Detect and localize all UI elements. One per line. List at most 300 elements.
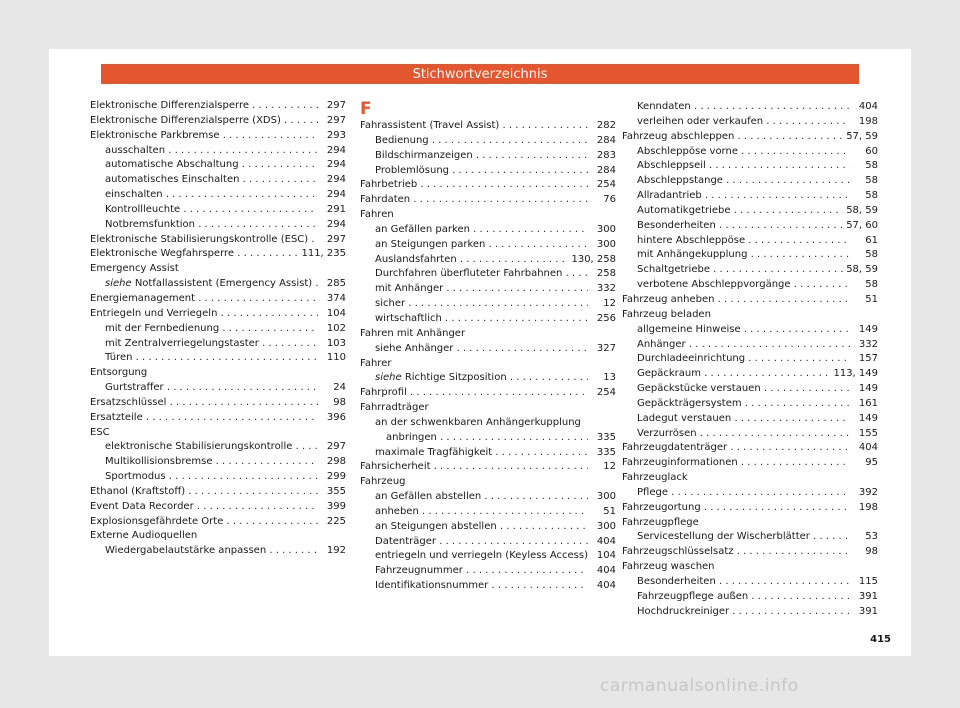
index-entry-label: entriegeln und verriegeln (Keyless Access)	[375, 550, 588, 562]
index-entry	[622, 352, 878, 367]
index-entry-page: 258	[594, 267, 616, 282]
index-entry-text	[637, 382, 850, 397]
index-entry	[622, 145, 878, 160]
index-entry-text	[105, 144, 318, 159]
index-entry-label: Ersatzteile	[90, 411, 143, 423]
index-entry	[360, 238, 616, 253]
page-number: 415	[870, 634, 891, 645]
index-entry-label: automatisches Einschalten	[105, 174, 240, 186]
index-entry	[90, 366, 346, 381]
index-entry	[90, 411, 346, 426]
index-entry-page: 391	[856, 590, 878, 605]
index-entry-page: 335	[594, 446, 616, 461]
index-entry	[622, 545, 878, 560]
index-entry-text	[637, 145, 850, 160]
index-entry-page: 60	[862, 145, 878, 160]
index-entry-label: Fahrradträger	[360, 402, 429, 414]
index-entry-label: Explosionsgefährdete Orte	[90, 515, 224, 527]
index-entry-text	[105, 440, 318, 455]
index-entry-page: 149	[856, 382, 878, 397]
index-entry	[360, 549, 616, 564]
index-entry-page: 285	[324, 277, 346, 292]
index-entry-page: 157	[856, 352, 878, 367]
index-entry-label: Elektronische Parkbremse	[90, 129, 220, 141]
index-entry	[360, 267, 616, 282]
index-entry-page: 155	[856, 427, 878, 442]
index-entry-text	[360, 475, 616, 490]
index-entry	[622, 308, 878, 323]
index-entry	[360, 579, 616, 594]
index-entry-label: mit Anhänger	[375, 283, 444, 295]
index-entry-page: 58	[862, 189, 878, 204]
index-entry-label: Gepäckstücke verstauen	[637, 383, 761, 395]
index-entry-page: 300	[594, 520, 616, 535]
index-entry-page: 113, 149	[830, 367, 878, 382]
index-entry-text	[90, 411, 318, 426]
index-entry	[622, 486, 878, 501]
index-entry-text	[90, 247, 318, 262]
index-entry-text	[622, 545, 850, 560]
index-entry-text	[90, 262, 346, 277]
index-entry-label: Fahrzeugpflege	[622, 516, 699, 528]
index-entry	[90, 158, 346, 173]
index-entry-label: Schaltgetriebe	[637, 264, 710, 276]
index-entry-page: 298	[324, 455, 346, 470]
index-entry-text	[375, 342, 588, 357]
index-entry-label: Externe Audioquellen	[90, 530, 198, 542]
index-entry-label: Türen	[105, 352, 133, 364]
index-entry-page: 291	[324, 203, 346, 218]
index-entry-label: Fahrzeugortung	[622, 501, 701, 513]
index-entry-page: 13	[600, 371, 616, 386]
index-entry	[90, 455, 346, 470]
index-entry-page: 404	[856, 100, 878, 115]
index-entry-text	[90, 515, 318, 530]
index-entry-page: 297	[324, 440, 346, 455]
index-entry-page: 282	[594, 119, 616, 134]
index-entry-page: 254	[594, 386, 616, 401]
index-entry	[90, 233, 346, 248]
index-entry	[622, 456, 878, 471]
index-entry-page: 225	[324, 515, 346, 530]
index-entry-text	[637, 278, 850, 293]
index-entry-page: 297	[324, 233, 346, 248]
index-entry	[360, 119, 616, 134]
index-entry-page: 76	[600, 193, 616, 208]
index-entry-label: Elektronische Wegfahrsperre	[90, 248, 235, 260]
index-entry	[622, 397, 878, 412]
index-entry	[360, 164, 616, 179]
index-entry	[90, 144, 346, 159]
index-entry-page: 149	[856, 323, 878, 338]
index-entry-text	[637, 263, 850, 278]
index-entry-label: Problemlösung	[375, 164, 450, 176]
index-entry	[90, 515, 346, 530]
index-entry-page: 61	[862, 234, 878, 249]
index-entry	[360, 312, 616, 327]
index-entry-text	[105, 277, 318, 292]
index-entry	[622, 338, 878, 353]
index-entry-page: 53	[862, 530, 878, 545]
index-entry	[622, 293, 878, 308]
index-entry-text	[375, 282, 588, 297]
index-entry-label: mit Zentralverriegelungstaster	[105, 337, 259, 349]
index-entry	[360, 297, 616, 312]
index-entry	[90, 544, 346, 559]
index-entry-page: 404	[594, 535, 616, 550]
index-entry-page: 332	[594, 282, 616, 297]
index-entry-label: Fahrzeugnummer	[375, 565, 463, 577]
index-entry-label: Fahrzeugschlüsselsatz	[622, 546, 734, 558]
index-entry	[90, 218, 346, 233]
index-entry	[90, 99, 346, 114]
index-entry-text	[637, 427, 850, 442]
index-entry-label: Automatikgetriebe	[637, 204, 731, 216]
index-entry	[622, 278, 878, 293]
index-entry-page: 299	[324, 470, 346, 485]
index-entry	[90, 322, 346, 337]
index-entry-text	[637, 219, 850, 234]
index-entry-label: verleihen oder verkaufen	[637, 115, 764, 127]
index-entry-text	[622, 308, 878, 323]
index-entry-text	[375, 223, 588, 238]
index-entry-label: Multikollisionsbremse	[105, 456, 213, 468]
index-entry-label: Notbremsfunktion	[105, 218, 196, 230]
index-entry-text	[105, 337, 318, 352]
index-entry-label: elektronische Stabilisierungskontrolle	[105, 441, 293, 453]
index-entry-text	[90, 426, 346, 441]
index-entry-text	[360, 401, 616, 416]
index-entry-text	[375, 312, 588, 327]
index-entry-label: Ethanol (Kraftstoff)	[90, 485, 186, 497]
index-entry	[360, 386, 616, 401]
index-entry	[90, 188, 346, 203]
index-entry-text	[90, 129, 318, 144]
index-entry-page: 58	[862, 248, 878, 263]
index-entry-text	[105, 351, 318, 366]
index-entry-text	[360, 460, 588, 475]
index-entry-text	[637, 248, 850, 263]
index-entry	[360, 282, 616, 297]
index-column-1	[90, 99, 346, 559]
index-entry-label: Bedienung	[375, 134, 429, 146]
index-entry-text	[637, 204, 850, 219]
index-entry-page: 58, 59	[843, 263, 878, 278]
index-entry-page: 294	[324, 173, 346, 188]
index-entry	[622, 248, 878, 263]
index-entry-page: 103	[324, 337, 346, 352]
index-entry-text	[637, 605, 850, 620]
index-entry-page: 98	[862, 545, 878, 560]
index-entry	[360, 475, 616, 490]
index-entry-page: 404	[594, 579, 616, 594]
index-entry	[360, 490, 616, 505]
index-entry-text	[622, 560, 878, 575]
index-entry	[622, 174, 878, 189]
index-entry-text	[375, 490, 588, 505]
index-entry-label: Fahrzeuglack	[622, 472, 688, 484]
index-entry-page: 58	[862, 278, 878, 293]
index-entry	[622, 412, 878, 427]
index-entry-page: 300	[594, 490, 616, 505]
index-entry-label: Fahrzeug abschleppen	[622, 130, 735, 142]
index-entry	[622, 115, 878, 130]
index-entry	[360, 460, 616, 475]
index-entry-label: Elektronische Differenzialsperre (XDS)	[90, 114, 281, 126]
index-entry	[360, 431, 616, 446]
index-entry-page: 104	[324, 307, 346, 322]
index-entry	[360, 416, 616, 431]
index-entry	[90, 470, 346, 485]
index-entry-text	[637, 338, 850, 353]
index-letter-heading: F	[360, 99, 372, 119]
index-page	[49, 49, 911, 656]
index-entry	[90, 203, 346, 218]
index-entry-label: Pflege	[637, 486, 668, 498]
index-entry-text	[622, 293, 850, 308]
index-entry-page: 284	[594, 134, 616, 149]
index-entry-label: Notfallassistent (Emergency Assist)	[131, 278, 313, 290]
index-entry-page: 300	[594, 238, 616, 253]
index-entry-page: 404	[594, 564, 616, 579]
index-entry-label: Fahrzeugpflege außen	[637, 590, 749, 602]
index-entry-label: Event Data Recorder	[90, 500, 194, 512]
index-entry-label: an Gefällen parken	[375, 223, 470, 235]
index-entry-page: 58, 59	[843, 204, 878, 219]
index-entry-page: 161	[856, 397, 878, 412]
index-entry	[622, 501, 878, 516]
index-entry	[360, 520, 616, 535]
index-entry-page: 391	[856, 605, 878, 620]
index-entry-page: 198	[856, 501, 878, 516]
index-entry-page: 254	[594, 178, 616, 193]
index-entry-label: maximale Tragfähigkeit	[375, 446, 493, 458]
index-entry-label: Energiemanagement	[90, 292, 196, 304]
index-entry-label: Fahrprofil	[360, 387, 407, 399]
index-entry-text	[90, 99, 318, 114]
index-entry-page: 58	[862, 174, 878, 189]
index-entry-label: Besonderheiten	[637, 576, 716, 587]
index-entry-label: Fahrzeug	[360, 476, 406, 488]
index-entry-label: Elektronische Differenzialsperre	[90, 100, 249, 111]
index-entry-label: Allradantrieb	[637, 190, 702, 202]
index-entry	[622, 159, 878, 174]
index-entry-text	[375, 149, 588, 164]
index-entry-page: 294	[324, 158, 346, 173]
index-entry	[90, 337, 346, 352]
index-entry-label: Entsorgung	[90, 367, 148, 379]
index-entry-label: Gepäckraum	[637, 368, 701, 380]
index-entry	[90, 173, 346, 188]
index-entry-text	[375, 520, 588, 535]
index-entry-label: mit der Fernbedienung	[105, 322, 220, 334]
index-entry-text	[360, 178, 588, 193]
index-entry-label: Entriegeln und Verriegeln	[90, 307, 218, 319]
index-entry-text	[375, 579, 588, 594]
index-entry	[622, 189, 878, 204]
index-entry	[90, 500, 346, 515]
index-entry-label: Fahrassistent (Travel Assist)	[360, 120, 500, 131]
index-entry-text	[105, 218, 318, 233]
index-entry-label: an Gefällen abstellen	[375, 491, 482, 503]
index-entry-text	[622, 456, 850, 471]
index-entry-label: Fahrzeuginformationen	[622, 457, 738, 469]
index-entry	[90, 381, 346, 396]
index-entry-page: 256	[594, 312, 616, 327]
watermark-text: carmanualsonline.info	[600, 676, 799, 696]
index-entry-label: Durchfahren überfluteter Fahrbahnen	[375, 268, 563, 280]
index-entry-text	[90, 485, 318, 500]
index-entry-page: 98	[330, 396, 346, 411]
index-entry-text	[375, 416, 616, 431]
index-entry-text	[637, 352, 850, 367]
index-entry-label: Kenndaten	[637, 101, 691, 112]
index-entry	[622, 560, 878, 575]
index-entry-page: 335	[594, 431, 616, 446]
index-entry-text	[637, 412, 850, 427]
index-entry	[360, 401, 616, 416]
index-entry-label: automatische Abschaltung	[105, 159, 239, 171]
index-entry-label: Abschleppstange	[637, 175, 723, 187]
index-entry-text	[360, 386, 588, 401]
index-entry-label: Gepäckträgersystem	[637, 397, 742, 409]
index-entry-label: Fahrer	[360, 357, 392, 369]
index-entry-text	[637, 486, 850, 501]
index-entry-label: ESC	[90, 426, 110, 438]
index-entry	[360, 342, 616, 357]
index-entry-text	[105, 158, 318, 173]
index-entry-page: 332	[856, 338, 878, 353]
index-column-2	[360, 99, 616, 594]
index-entry-page: 355	[324, 485, 346, 500]
index-entry-text	[375, 446, 588, 461]
index-entry-label: Fahrzeug beladen	[622, 308, 711, 320]
index-entry-label: anbringen	[386, 431, 437, 443]
index-entry-label: Identifikationsnummer	[375, 580, 489, 592]
index-entry	[360, 134, 616, 149]
index-entry-label: Wiedergabelautstärke anpassen	[105, 545, 267, 557]
index-entry	[90, 426, 346, 441]
index-entry	[90, 247, 346, 262]
index-entry	[90, 277, 346, 292]
index-entry-page: 104	[594, 549, 616, 564]
index-entry-label: Bildschirmanzeigen	[375, 149, 473, 161]
index-entry-label: Fahren	[360, 209, 394, 221]
index-entry-label: Gurtstraffer	[105, 382, 164, 394]
index-entry-text	[375, 297, 588, 312]
index-entry-text	[375, 134, 588, 149]
index-entry-label: Servicestellung der Wischerblätter	[637, 531, 810, 543]
index-entry-text	[637, 367, 850, 382]
section-title: Stichwortverzeichnis	[412, 66, 548, 82]
index-entry-page: 399	[324, 500, 346, 515]
index-entry	[622, 367, 878, 382]
index-entry-label: anheben	[375, 505, 419, 517]
index-entry	[360, 149, 616, 164]
index-entry-text	[360, 193, 588, 208]
index-entry-label: Verzurrösen	[637, 427, 697, 439]
index-entry-text	[375, 549, 588, 564]
index-entry-label: mit Anhängekupplung	[637, 249, 748, 261]
index-entry	[622, 441, 878, 456]
index-entry-label: Durchladeeinrichtung	[637, 353, 746, 365]
index-entry	[360, 357, 616, 372]
index-entry-page: 12	[600, 297, 616, 312]
index-entry-text	[637, 159, 850, 174]
index-entry-text	[360, 208, 616, 223]
index-entry-text	[375, 164, 588, 179]
index-entry-label: Hochdruckreiniger	[637, 605, 730, 617]
index-entry-text	[105, 544, 318, 559]
index-entry-text	[360, 327, 616, 342]
index-entry-label: Fahrzeugdatenträger	[622, 442, 728, 454]
index-entry-text	[90, 529, 346, 544]
index-entry-label: Fahrbetrieb	[360, 179, 418, 191]
index-entry-text	[90, 396, 318, 411]
index-entry-label: Fahrsicherheit	[360, 461, 431, 473]
index-entry	[622, 516, 878, 531]
index-entry	[360, 446, 616, 461]
index-entry-text	[375, 253, 588, 268]
index-entry-page: 102	[324, 322, 346, 337]
index-entry-label: Kontrollleuchte	[105, 203, 181, 215]
index-entry	[360, 178, 616, 193]
index-entry-page: 24	[330, 381, 346, 396]
index-entry-label: Anhänger	[637, 338, 686, 350]
index-entry-text	[375, 238, 588, 253]
index-entry-page: 294	[324, 144, 346, 159]
index-entry-text	[105, 455, 318, 470]
index-entry	[622, 323, 878, 338]
index-entry	[90, 307, 346, 322]
index-entry	[90, 292, 346, 307]
index-entry-page: 111, 235	[298, 247, 346, 262]
index-entry-text	[637, 174, 850, 189]
index-entry-label: verbotene Abschleppvorgänge	[637, 279, 791, 291]
index-entry-text	[105, 188, 318, 203]
index-entry-page: 374	[324, 292, 346, 307]
index-entry	[622, 427, 878, 442]
index-entry-text	[105, 470, 318, 485]
index-entry-text	[622, 516, 878, 531]
index-entry-page: 51	[862, 293, 878, 308]
index-entry-label: Fahrzeug anheben	[622, 293, 715, 305]
index-entry-page: 110	[324, 351, 346, 366]
index-entry-text	[637, 323, 850, 338]
index-entry	[622, 100, 878, 115]
index-entry-page: 297	[324, 99, 346, 114]
index-entry	[90, 114, 346, 129]
index-entry-text	[637, 115, 850, 130]
index-entry	[360, 564, 616, 579]
index-entry-label: sicher	[375, 298, 406, 310]
index-entry	[90, 396, 346, 411]
index-entry	[622, 382, 878, 397]
index-entry-label: ausschalten	[105, 144, 166, 156]
index-entry	[90, 262, 346, 277]
index-entry	[90, 485, 346, 500]
index-entry-label: an Steigungen abstellen	[375, 520, 497, 532]
index-entry-page: 115	[856, 575, 878, 590]
index-entry-label: siehe Anhänger	[375, 342, 454, 354]
index-entry-label: Elektronische Stabilisierungskontrolle (ESC)	[90, 233, 309, 245]
index-entry-label: Fahrzeug waschen	[622, 561, 715, 573]
index-entry-page: 294	[324, 188, 346, 203]
index-entry-text	[637, 189, 850, 204]
index-entry-label: einschalten	[105, 189, 163, 201]
index-entry	[622, 234, 878, 249]
index-entry-text	[90, 366, 346, 381]
